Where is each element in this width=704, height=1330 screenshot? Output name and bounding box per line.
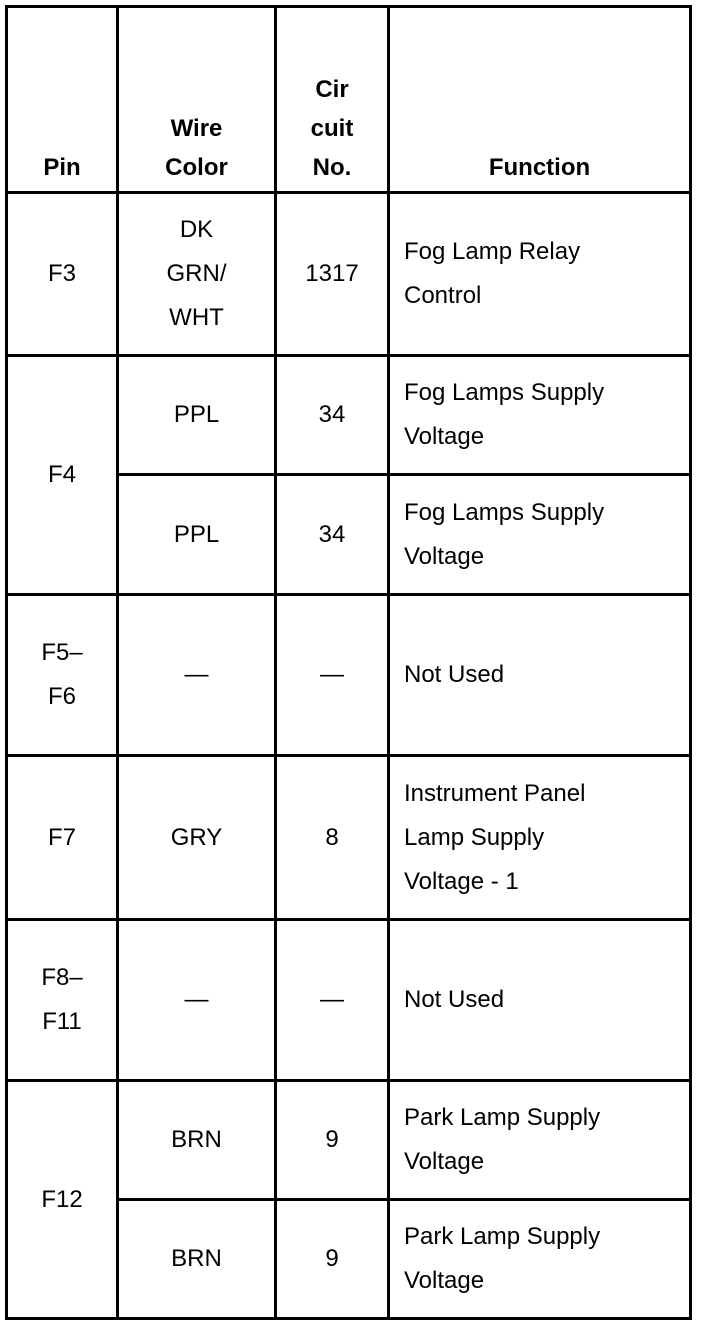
pin-cell: F8– F11 (7, 920, 118, 1081)
circuit-cell: 8 (276, 756, 389, 920)
pin-cell: F4 (7, 356, 118, 595)
circuit-cell: 34 (276, 475, 389, 595)
circuit-cell: 34 (276, 356, 389, 475)
function-cell: Park Lamp Supply Voltage (389, 1200, 691, 1319)
wire-color-cell: DK GRN/ WHT (118, 193, 276, 356)
wire-color-cell: PPL (118, 356, 276, 475)
pin-cell: F5– F6 (7, 595, 118, 756)
function-cell: Fog Lamps Supply Voltage (389, 475, 691, 595)
function-cell: Fog Lamp Relay Control (389, 193, 691, 356)
table-row (7, 193, 691, 356)
table-row (7, 920, 691, 1081)
connector-pinout-table (5, 5, 692, 1320)
header-wire-color: Wire Color (118, 7, 276, 193)
pin-cell: F7 (7, 756, 118, 920)
circuit-cell: — (276, 595, 389, 756)
wire-color-cell: BRN (118, 1200, 276, 1319)
wire-color-cell: PPL (118, 475, 276, 595)
function-cell: Park Lamp Supply Voltage (389, 1081, 691, 1200)
header-pin: Pin (7, 7, 118, 193)
table-row (7, 356, 691, 475)
circuit-cell: 1317 (276, 193, 389, 356)
wire-color-cell: — (118, 595, 276, 756)
function-cell: Fog Lamps Supply Voltage (389, 356, 691, 475)
header-row (7, 7, 691, 193)
table-row (7, 1081, 691, 1200)
function-cell: Instrument Panel Lamp Supply Voltage - 1 (389, 756, 691, 920)
function-cell: Not Used (389, 595, 691, 756)
circuit-cell: 9 (276, 1200, 389, 1319)
table-row (7, 756, 691, 920)
header-function: Function (389, 7, 691, 193)
pin-cell: F3 (7, 193, 118, 356)
wire-color-cell: GRY (118, 756, 276, 920)
table-row (7, 595, 691, 756)
wire-color-cell: — (118, 920, 276, 1081)
header-circuit-no: Cir cuit No. (276, 7, 389, 193)
pin-cell: F12 (7, 1081, 118, 1319)
circuit-cell: — (276, 920, 389, 1081)
function-cell: Not Used (389, 920, 691, 1081)
circuit-cell: 9 (276, 1081, 389, 1200)
wire-color-cell: BRN (118, 1081, 276, 1200)
